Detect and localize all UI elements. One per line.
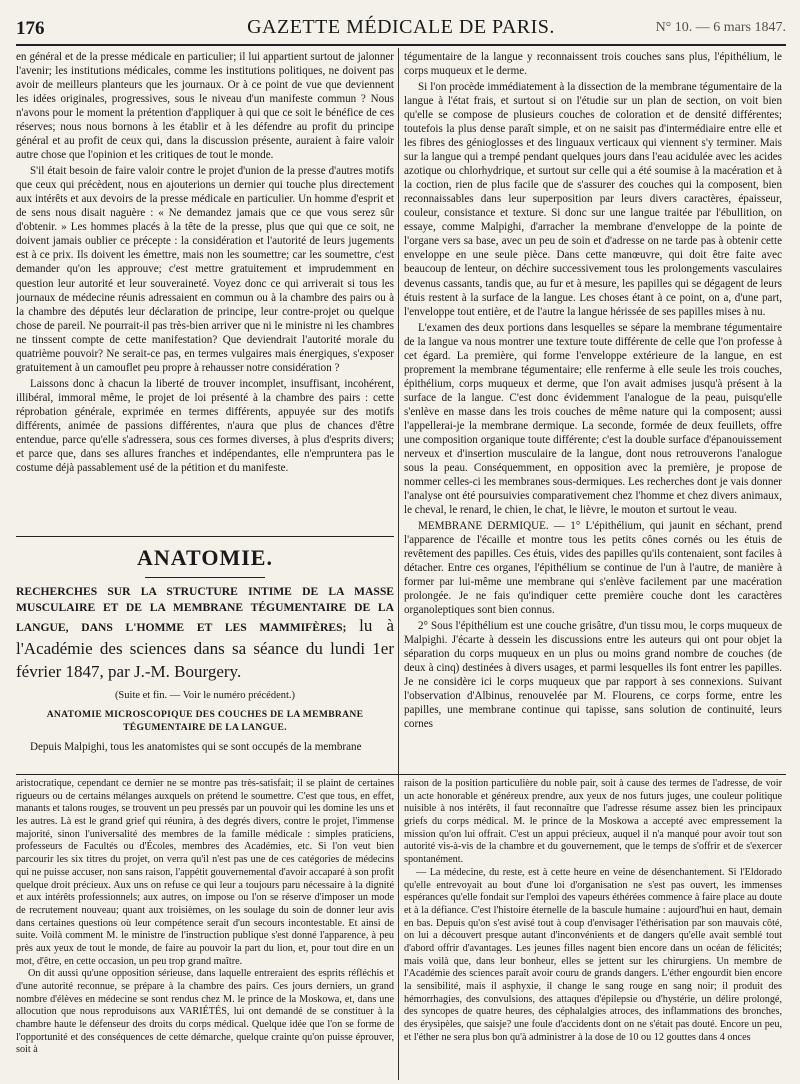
paragraph: aristocratique, cependant ce dernier ne se montre pas très-satisfait; il se plaint de certaines rigueurs ou de certains mélanges auxquels on prétend le soumettre. C'est que tous, en effet, manants et talons rouges, se trouvent un peu pressés par un pouvoir qui les domine les uns et les autres. Là est le grand grief qui réunira, à des degrés divers, contre le projet, l'immense majorité, sinon l'universalité des membres de la famille médicale : simples praticiens, professeurs de Facultés ou d'Écoles, membres des Académies, etc. Si l'on veut bien parcourir les six titres du projet, on verra qu'il n'est pas une de ces catégories de médecins qui ne puisse accuser, non sans raison, l'appétit gouvernemental d'avoir accaparé à son profit quelque droit précieux. Aux uns on refuse ce qui leur a toujours paru nécessaire à la dignité et aux intérêts professionnels; aux autres, on impose ou l'on se réserve d'imposer un mode de recrutement nouveau; quant aux troisièmes, on les soulage du soin de donner leur avis dans certaines questions où leur compétence serait d'un secours incontestable. Et ainsi de suite. Voilà comment M. le ministre de l'instruction publique s'est donné l'apparence, à peu près aux yeux de tout le monde, de faire au pouvoir la part du lion, et, pour tout dire en un mot, d'être, en cette occasion, un peu trop grand maître.: [16, 778, 394, 967]
issue-info: N° 10. — 6 mars 1847.: [655, 20, 786, 35]
paragraph: tégumentaire de la langue y reconnaissent trois couches sans plus, l'épithélium, le corps muqueux et le derme.: [404, 51, 782, 78]
paragraph: On dit aussi qu'une opposition sérieuse, dans laquelle entreraient des esprits réfléchis et d'une autorité reconnue, se prépare à la chambre des pairs. Ces jours derniers, un grand nombre d'élèves en médecine se sont rendus chez M. le prince de la Moskowa, et, dans une allocution que nous reproduisons aux VARIÉTÉS, lui ont demandé de se constituer à la chambre haute le défenseur des droits du corps médical. Quelque idée que l'on se forme de l'opportunité et des conséquences de cette démarche, quelque crainte qu'on puisse éprouver, soit à: [16, 968, 394, 1056]
page-number: 176: [16, 18, 45, 39]
article-title: [16, 584, 394, 684]
paragraph: Si l'on procède immédiatement à la dissection de la membrane tégumentaire de la langue à l'état frais, et surtout si on l'étudie sur un plan de section, on voit bien qu'elle se compose de plusieurs couches de coloration et de densité différentes; toutefois la plus dense paraît simple, et on ne saisit pas d'intermédiaire entre elle et les fibres des génioglosses et des linguaux verticaux qui viennent s'y terminer. Mais sur la langue qui a trempé pendant quelques jours dans l'eau acidulée avec les acides azotique ou chlorhydrique, et surtout sur celle qui a été soumise à la macération et à la coction, rien de plus facile que de s'assurer des couches qui la composent, bien reconnaissables dans leur superposition par leurs divers caractères, épaisseur, couleur, consistance et texture. Si donc sur une langue traitée par l'ébullition, on essaye, comme Malpighi, d'arracher la membrane d'enveloppe de la pointe de l'organe vers sa base, avec un peu de soin et d'adresse on ne tarde pas à obtenir cette enveloppe en une seule pièce. Dans cette manœuvre, qui doit être faite avec beaucoup de lenteur, on déchire successivement tous les prolongements vasculaires devenus cassants, tandis que, au fur et à mesure, les papilles qui se dégagent de leurs étuis restent à la surface de la langue. Les choses étant à ce point, on a, d'une part, l'enveloppe tout entière, et de l'autre la langue hérissée de ses papilles mises à nu.: [404, 81, 782, 318]
footer-column-rule: [398, 776, 399, 1080]
journal-title: GAZETTE MÉDICALE DE PARIS.: [247, 16, 555, 38]
paragraph: Laissons donc à chacun la liberté de trouver incomplet, insuffisant, incohérent, illibéral, immoral même, le projet de loi présenté à la chambre des pairs : cette réprobation générale, exprimée en termes différents, appuyée sur des motifs différents, animée de passions différentes, n'aura que plus de chances d'être entendue, parce qu'elle s'adressera, sous ces formes diverses, à plus d'esprits divers; et parce que, dans ses allures franches et indépendantes, elle n'empruntera pas le costume déjà passablement usé de la pétition et du manifeste.: [16, 377, 394, 474]
feuilleton-right: [404, 778, 782, 1078]
page-header: [16, 14, 786, 46]
paragraph: 2° Sous l'épithélium est une couche grisâtre, d'un tissu mou, le corps muqueux de Malpighi. J'écarte à dessein les discussions entre les auteurs qui ont pour objet la séparation du corps muqueux en un plus ou moins grand nombre de couches (de deux à cinq) destinées à divers usages, et parmi lesquelles ils font entrer les papilles. Je ne considère ici le corps muqueux que par rapport à ses connexions. Suivant l'observation d'Albinus, renouvelée par M. Flourens, ce corps forme, entre les papilles, une membrane continue qui tapisse, sans solution de continuité, leurs cornes: [404, 620, 782, 731]
anatomy-section: [16, 536, 394, 773]
paragraph: MEMBRANE DERMIQUE. — 1° L'épithélium, qui jaunit en séchant, prend l'apparence de l'écaille et montre tous les petits cônes cornés ou les étuis de revêtement des papilles. Ces étuis, vides des papilles qu'ils contenaient, sont faciles à détacher. Entre ces organes, l'épithélium se continue de l'un à l'autre, de manière à former par lui-même une membrane qui s'enlève facilement par une macération prolongée. Je ne fais qu'indiquer cette première couche dont les caractères organoleptiques sont bien connus.: [404, 520, 782, 617]
feuilleton-left: [16, 778, 394, 1078]
divider: [145, 577, 265, 578]
paragraph: raison de la position particulière du noble pair, soit à cause des termes de l'adresse, de voir un acte honorable et généreux prendre, aux yeux de nos futurs juges, une couleur politique nuisible à nos intérêts, il faut reconnaître que l'adresse résume assez bien les principaux griefs du corps médical. M. le prince de la Moskowa a accepté avec empressement la mission qu'on lui offrait. C'est un appui précieux, auquel il n'a manqué pour avoir tout son autorité vis-à-vis de la chambre et du gouvernement, que le temps de s'offrir et de s'exercer spontanément.: [404, 778, 782, 866]
paragraph: L'examen des deux portions dans lesquelles se sépare la membrane tégumentaire de la langue va nous montrer une texture toute différente de celle que l'on professe à cet égard. La première, qui forme l'enveloppe extérieure de la langue, en est proprement la membrane tégumentaire; elle renferme à elle seule les trois couches, épithélium, corps muqueux et derme, que l'on avait admises jusqu'à présent à la surface de la langue. C'est donc évidemment l'analogue de la peau, puisqu'elle s'enlève en masse dans les trois couches de même nature qui la composent; aussi l'appellerai-je la membrane dermique. La seconde, formée de deux feuillets, offre une composition organique toute différente; c'est la double surface d'épanouissement nerveux et d'insertion musculaire de la langue, dont nous retrouverons l'analogue sous la peau. Conséquemment, en opposition avec la première, je propose de nommer celles-ci les membranes sous-dermiques. Les recherches dont je vais donner l'analyse ont été poursuivies comparativement chez l'homme et chez divers animaux, le cheval, le renard, le chien, le chat, le lièvre, le mouton et surtout le veau.: [404, 321, 782, 516]
article-title-main: RECHERCHES SUR LA STRUCTURE INTIME DE LA MASSE MUSCULAIRE ET DE LA MEMBRANE TÉGUMENTAIRE DE LA LANGUE, DANS L'HOMME ET LES MAMMIFÈRES;: [16, 585, 394, 635]
feuilleton-separator: [16, 774, 786, 775]
paragraph: Depuis Malpighi, tous les anatomistes qui se sont occupés de la membrane: [30, 741, 362, 754]
section-heading: ANATOMIE.: [137, 545, 273, 570]
paragraph: S'il était besoin de faire valoir contre le projet d'union de la presse d'autres motifs que ceux qui précèdent, nous en ajouterions un dernier qui touche plus directement aux intérêts et aux devoirs de la presse médicale en particulier. Un homme d'esprit et de sens nous disait naguère : « Ne demandez jamais que ce que vous serez sûr d'obtenir. » Les hommes placés à la tête de la presse, plus que qui que ce soit, ne doivent jamais oublier ce précepte : la considération et l'autorité de leurs jugements est à ce prix. Ils doivent les émettre, mais non les soumettre; car les soumettre, c'est demander qu'on les approuve; c'est mettre gratuitement et imprudemment en question leur autorité et leur souveraineté. Voyez donc ce qui arriverait si tous les journaux de médecine réunis adressaient en commun ou à la chambre des pairs ou à la chambre des députés leur déclaration de principe, leur contre-projet ou quelque chose de pareil. Ne pourrait-il pas très-bien arriver que ni le ministre ni les chambres ne tinssent compte de cette manifestation? Que deviendrait l'autorité morale du quatrième pouvoir? Ne serait-ce pas, en termes vulgaires mais énergiques, s'exposer gratuitement à un camouflet peu propre à rehausser notre considération ?: [16, 165, 394, 374]
article-title-rest: lu à l'Académie des sciences dans sa séance du lundi 1er février 1847, par J.-M. Bourgery.: [16, 616, 394, 682]
left-column: [16, 50, 394, 562]
paragraph: — La médecine, du reste, est à cette heure en veine de désenchantement. Si l'Eldorado qu'elle entrevoyait au bout d'une loi d'organisation ne s'est pas ouvert, les immenses espérances qu'elle fondait sur l'emploi des vapeurs éthérées commence à faire place au doute et à la défiance. C'est l'histoire éternelle de la bascule humaine : aujourd'hui en haut, demain en bas. Depuis qu'on s'est avisé tout à coup d'envisager l'éthérisation par son mauvais côté, on lui a découvert presque autant d'inconvénients et de dangers qu'elle avait semblé tout d'abord offrir d'avantages. Les jeunes filles nagent bien encore dans un océan de félicités; mais voilà que, dans leur bonheur, elles se jettent sur les chirurgiens. Un membre de l'Académie des sciences paraît avoir couru de grands dangers. L'éther engourdit bien encore la sensibilité, mais il asphyxie, il change le sang rouge en sang noir; il produit des hémorrhagies, des convulsions, des attaques d'épilepsie ou d'hystérie, un délire prolongé, des syncopes de quatre heures, des céphalalgies atroces, des inflammations des bronches, des érysipèles, que saisje? une foule d'accidents dont on ne s'était pas douté. Encore un peu, et l'éther ne sera plus bon qu'à administrer à la dose de 10 ou 12 gouttes dans 4 onces: [404, 866, 782, 1043]
paragraph: en général et de la presse médicale en particulier; il lui appartient surtout de jalonner l'avenir; les institutions médicales, comme les institutions politiques, ne doivent pas avoir de meilleurs planteurs que les journaux. Or à ce point de vue que deviennent les idées originales, progressives, sous le niveau d'un manifeste commun ? Nous n'avons pour le moment la prétention d'appliquer à qui que ce soit le bénéfice de ces réserves; nous nous bornons à les établir et à les défendre au profit du principe général et au profit de ceux qui, dans la discussion présente, auraient à faire valoir autre chose que l'opinion et les critiques de tout le monde.: [16, 51, 394, 162]
continuation-note: (Suite et fin. — Voir le numéro précédent.): [114, 690, 296, 702]
article-subtitle: ANATOMIE MICROSCOPIQUE DES COUCHES DE LA MEMBRANE TÉGUMENTAIRE DE LA LANGUE.: [46, 709, 364, 733]
